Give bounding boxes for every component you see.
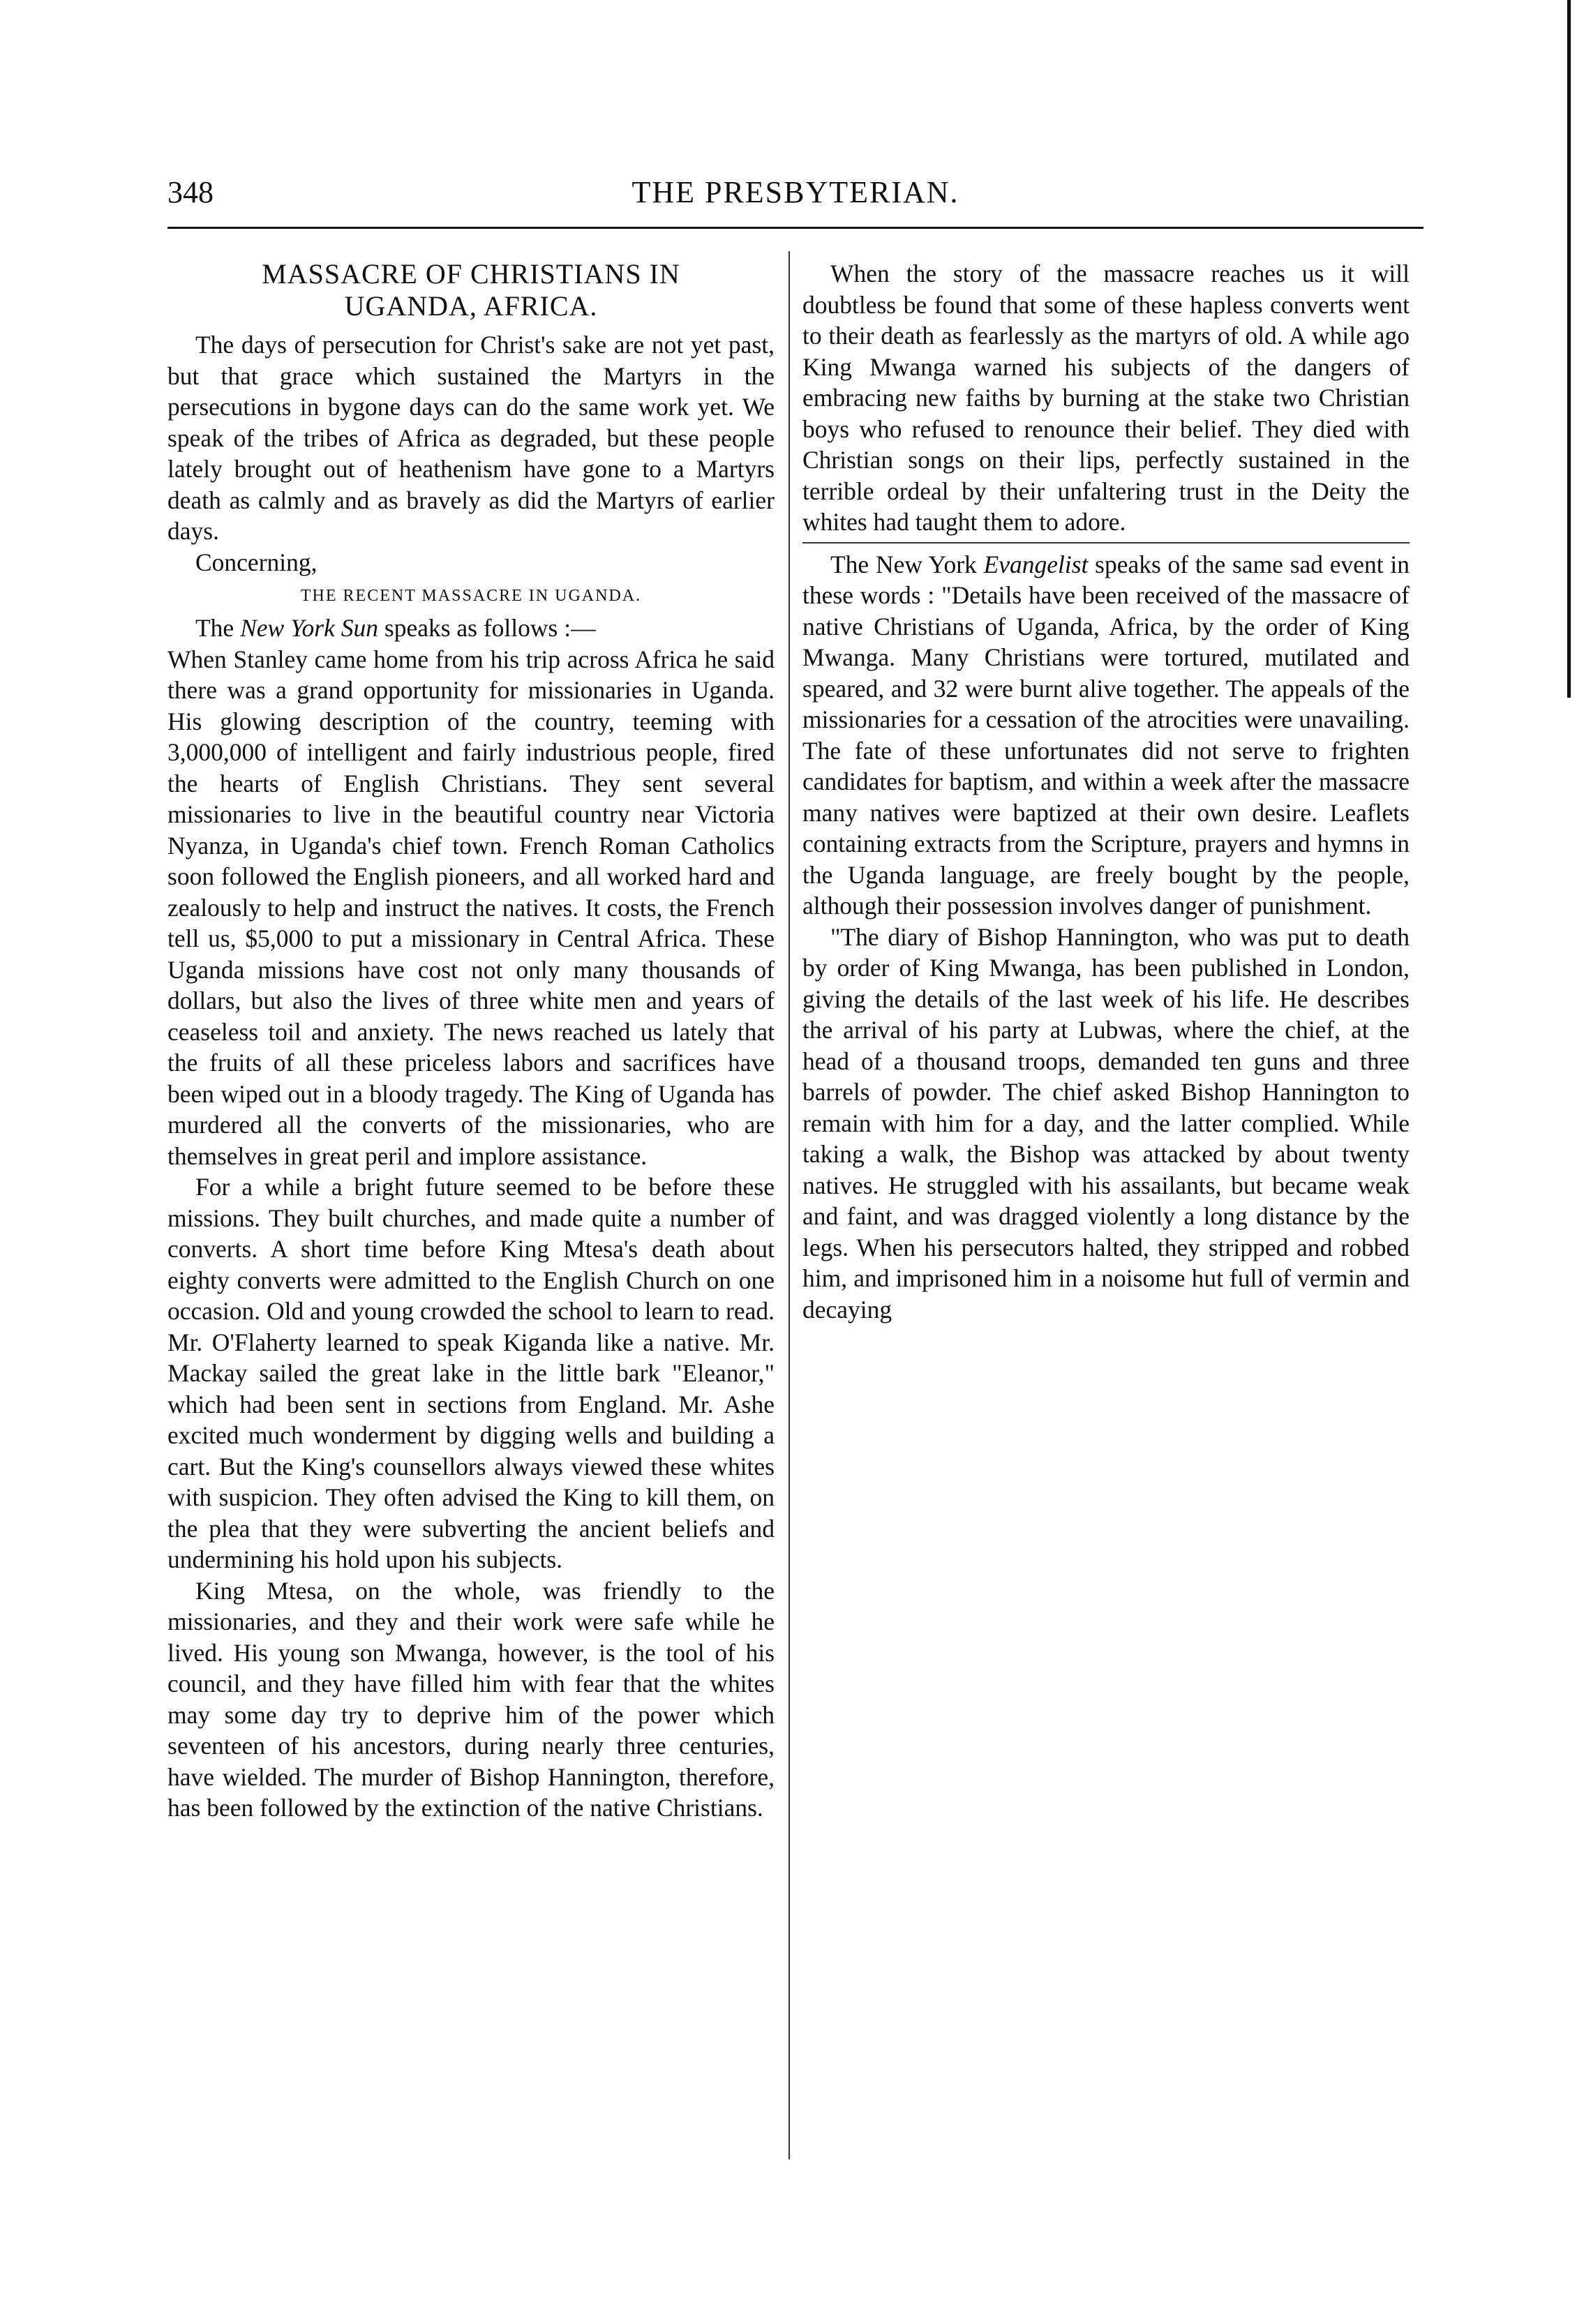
newspaper-name-evangelist: Evangelist [983, 550, 1089, 578]
evangelist-pre: The New York [830, 550, 984, 578]
concerning-line: Concerning, [195, 548, 317, 576]
intro-paragraph: The days of persecution for Christ's sake are not yet past, but that grace which sustained the Martyrs in the persecutions in bygone days can do the same work yet. We speak of the tribes of Africa as degraded, but these people lately brought out of heathenism have gone to a Martyrs death as calmly and as bravely as did the Martyrs of earlier days. [167, 331, 775, 545]
page-number: 348 [167, 175, 214, 209]
diary-paragraph: "The diary of Bishop Hannington, who was put to death by order of King Mwanga, has been published in London, giving the details of the last week of his life. He describes the arrival of his party at Lubwas, where the chief, at the head of a thousand troops, demanded ten guns and three barrels of powder. The chief asked Bishop Hannington to remain with him for a day, and the latter complied. While taking a walk, the Bishop was attacked by about twenty natives. He struggled with his assailants, but became weak and faint, and was dragged violently a long distance by the legs. When his persecutors halted, they stripped and robbed him, and imprisoned him in a noisome hut full of vermin and decaying [802, 922, 1410, 1324]
article-title-line1: MASSACRE OF CHRISTIANS IN [262, 258, 680, 290]
section-separator [802, 542, 1410, 543]
page-header [167, 174, 1423, 223]
story-paragraph: When the story of the massacre reaches us it will doubtless be found that some of these hapless converts went to their death as fearlessly as the martyrs of old. A while ago King Mwanga warned his subjects of the dangers of embracing new faiths by burning at the stake two Christian boys who refused to renounce their belief. They died with Christian songs on their lips, perfectly sustained in the terrible ordeal by their unfaltering trust in the Deity the whites had taught them to adore. [802, 260, 1410, 536]
sun-intro-pre: The [195, 614, 241, 642]
evangelist-paragraph [802, 549, 1410, 922]
mtesa-paragraph: King Mtesa, on the whole, was friendly to the missionaries, and they and their work were safe while he lived. His young son Mwanga, however, is the tool of his council, and they have filled him with fear that the whites may some day try to deprive him of the power which seventeen of his ancestors, during nearly three centuries, have wielded. The murder of Bishop Hannington, therefore, has been followed by the extinction of the native Christians. [167, 1576, 775, 1822]
article-title-line2: UGANDA, AFRICA. [344, 290, 598, 322]
newspaper-name-sun: New York Sun [240, 614, 378, 642]
column-divider [788, 251, 790, 2159]
header-rule [167, 227, 1423, 229]
right-column [802, 258, 1410, 1325]
article-title [167, 258, 775, 322]
evangelist-post: speaks of the same sad event in these words : "Details have been received of the massacre of native Christians of Uganda, Africa, by the order of King Mwanga. Many Christians were tortured, mutilated and speared, and 32 were burnt alive together. The appeals of the missionaries for a cessation of the atrocities were unavailing. The fate of these unfortunates did not serve to frighten candidates for baptism, and within a week after the massacre many natives were baptized at their own desire. Leaflets containing extracts from the Scripture, prayers and hymns in the Uganda language, are freely bought by the people, although their possession involves danger of punishment. [802, 550, 1410, 920]
sun-intro-post: speaks as follows :— [378, 614, 596, 642]
stanley-paragraph: When Stanley came home from his trip across Africa he said there was a grand opportunity for missionaries in Uganda. His glowing description of the country, teeming with 3,000,000 of intelligent and fairly industrious people, fired the hearts of English Christians. They sent several missionaries to live in the beautiful country near Victoria Nyanza, in Uganda's chief town. French Roman Catholics soon followed the English pioneers, and all worked hard and zealously to help and instruct the natives. It costs, the French tell us, $5,000 to put a missionary in Central Africa. These Uganda missions have cost not only many thousands of dollars, but also the lives of three white men and years of ceaseless toil and anxiety. The news reached us lately that the fruits of all these priceless labors and sacrifices have been wiped out in a bloody tragedy. The King of Uganda has murdered all the converts of the missionaries, who are themselves in great peril and implore assistance. [167, 645, 775, 1170]
future-paragraph: For a while a bright future seemed to be before these missions. They built churches, and made quite a number of converts. A short time before King Mtesa's death about eighty converts were admitted to the English Church on one occasion. Old and young crowded the school to learn to read. Mr. O'Flaherty learned to speak Kiganda like a native. Mr. Mackay sailed the great lake in the little bark "Eleanor," which had been sent in sections from England. Mr. Ashe excited much wonderment by digging wells and building a cart. But the King's counsellors always viewed these whites with suspicion. They often advised the King to kill them, on the plea that they were subverting the ancient beliefs and undermining his hold upon his subjects. [167, 1173, 775, 1573]
sun-intro-paragraph [167, 613, 775, 644]
left-column [167, 258, 775, 1824]
subheading: THE RECENT MASSACRE IN UGANDA. [300, 587, 642, 605]
running-head: THE PRESBYTERIAN. [631, 175, 959, 209]
page-edge-rule [1567, 0, 1571, 698]
